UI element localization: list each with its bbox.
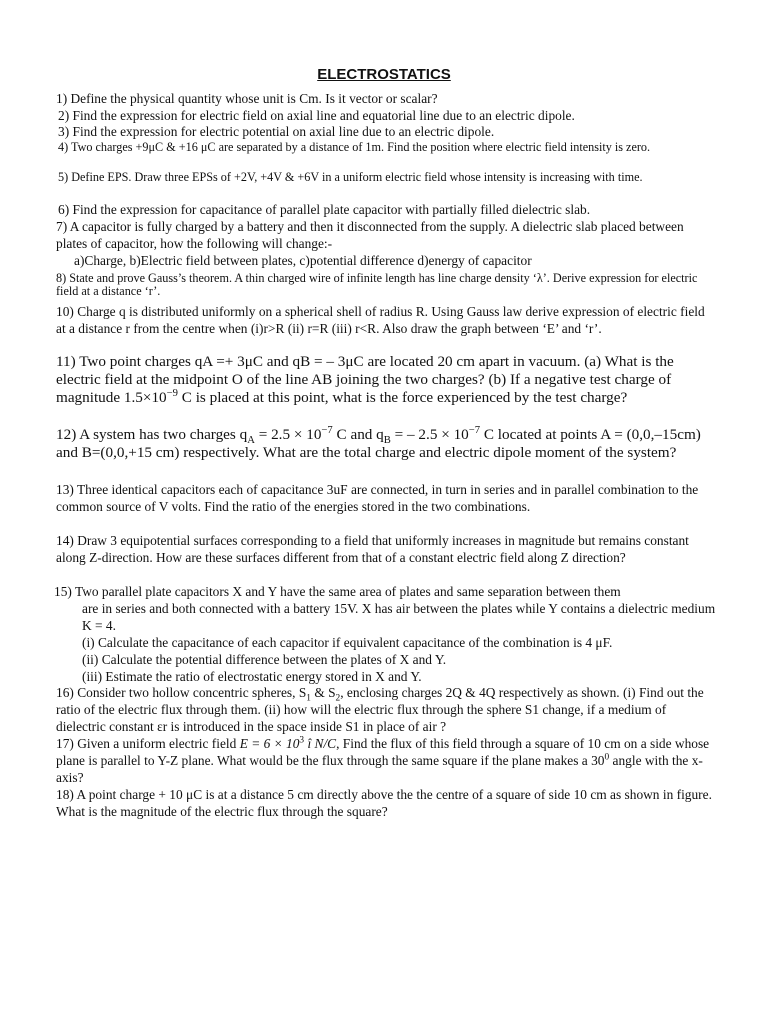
question-16-text-a: 16) Consider two hollow concentric spheres, S (56, 685, 307, 700)
question-17-text-a: 17) Given a uniform electric field (56, 736, 240, 751)
question-15-part-ii: (ii) Calculate the potential difference between the plates of X and Y. (82, 652, 447, 667)
question-12-exponent-2: −7 (468, 424, 481, 436)
question-16-text-c: , enclosing charges 2Q & 4Q respectively as shown. (i) Find out the ratio of the electric flux through them. (ii) how will the electric flux through the sphere S1 change, if a medium of dielectric constant εr is introduced in the space inside S1 in place of air ? (56, 685, 704, 734)
question-12-text-e: C located at points A = (0,0,–15cm) and B=(0,0,+15 cm) respectively. What are the total charge and electric dipole moment of the system? (56, 426, 701, 461)
question-17-exponent: 3 (299, 735, 305, 746)
question-11-text-a: 11) Two point charges qA =+ 3μC and qB = – 3μC are located 20 cm apart in vacuum. (a) What is the electric field at the midpoint O of the line AB joining the two charges? (b) If a negative test charge of magnitude 1.5×10 (56, 353, 674, 406)
question-11-text-b: C is placed at this point, what is the force experienced by the test charge? (177, 389, 628, 406)
question-12-text-c: C and q (332, 426, 384, 443)
question-15-part-i: (i) Calculate the capacitance of each capacitor if equivalent capacitance of the combination is 4 μF. (82, 635, 613, 650)
question-16-text-b: & S (310, 685, 336, 700)
question-11-exponent: −9 (166, 387, 178, 399)
question-13: 13) Three identical capacitors each of capacitance 3uF are connected, in turn in series and in parallel combination to the common source of V volts. Find the ratio of the energies stored in the two combinations. (56, 482, 699, 514)
question-6: 6) Find the expression for capacitance of parallel plate capacitor with partially filled dielectric slab. (58, 202, 591, 217)
question-15-part-iii: (iii) Estimate the ratio of electrostatic energy stored in X and Y. (82, 669, 422, 684)
question-17-degree: 0 (604, 752, 610, 763)
question-5: 5) Define EPS. Draw three EPSs of +2V, +4V & +6V in a uniform electric field whose intensity is increasing with time. (58, 170, 643, 184)
question-12-text-d: = – 2.5 × 10 (390, 426, 469, 443)
question-17-field-equation: E = 6 × 10 (239, 736, 300, 751)
question-17-field-unit: î N/C (304, 736, 337, 751)
question-12-exponent-1: −7 (321, 424, 333, 436)
question-12-text-b: = 2.5 × 10 (254, 426, 322, 443)
question-15: 15) Two parallel plate capacitors X and Y have the same area of plates and same separation between them (54, 584, 621, 599)
question-1: 1) Define the physical quantity whose unit is Cm. Is it vector or scalar? (56, 91, 438, 106)
question-18: 18) A point charge + 10 μC is at a distance 5 cm directly above the the centre of a square of side 10 cm as shown in figure. What is the magnitude of the electric flux through the square? (56, 787, 712, 819)
question-3: 3) Find the expression for electric potential on axial line due to an electric dipole. (58, 124, 495, 139)
question-12-subscript-a: A (247, 435, 255, 447)
question-17 (56, 735, 716, 786)
question-7: 7) A capacitor is fully charged by a battery and then it disconnected from the supply. A dielectric slab placed between plates of capacitor, how the following will change:- (56, 219, 684, 251)
question-17-text-c: angle with the x- axis? (56, 753, 703, 785)
question-12-text-a: 12) A system has two charges q (56, 426, 248, 443)
question-17-text-b: , Find the flux of this field through a square of 10 cm on a side whose plane is parallel to Y-Z plane. What would be the flux through the same square if the plane makes a 30 (56, 736, 710, 768)
question-7-options: a)Charge, b)Electric field between plates, c)potential difference d)energy of capacitor (74, 253, 532, 268)
question-8: 8) State and prove Gauss’s theorem. A thin charged wire of infinite length has line charge density ‘λ’. Derive expression for electric field at a distance ‘r’. (56, 271, 698, 298)
question-11 (56, 353, 716, 407)
question-2: 2) Find the expression for electric field on axial line and equatorial line due to an electric dipole. (58, 108, 575, 123)
question-12-subscript-b: B (383, 435, 391, 447)
question-14: 14) Draw 3 equipotential surfaces corresponding to a field that uniformly increases in magnitude but remains constant along Z-direction. How are these surfaces different from that of a constant electric field along Z direction? (56, 533, 689, 565)
question-12 (56, 426, 716, 462)
question-16-subscript-2: 2 (335, 693, 341, 704)
question-16 (56, 684, 716, 735)
question-4: 4) Two charges +9μC & +16 μC are separated by a distance of 1m. Find the position where electric field intensity is zero. (58, 140, 651, 154)
question-10: 10) Charge q is distributed uniformly on a spherical shell of radius R. Using Gauss law derive expression of electric field at a distance r from the centre when (i)r>R (ii) r=R (iii) r<R. Also draw the graph between ‘E’ and ‘r’. (56, 304, 705, 336)
question-16-subscript-1: 1 (306, 693, 311, 704)
page-title: ELECTROSTATICS (317, 66, 451, 83)
question-15-continued: are in series and both connected with a battery 15V. X has air between the plates while Y contains a dielectric medium K = 4. (82, 601, 716, 633)
